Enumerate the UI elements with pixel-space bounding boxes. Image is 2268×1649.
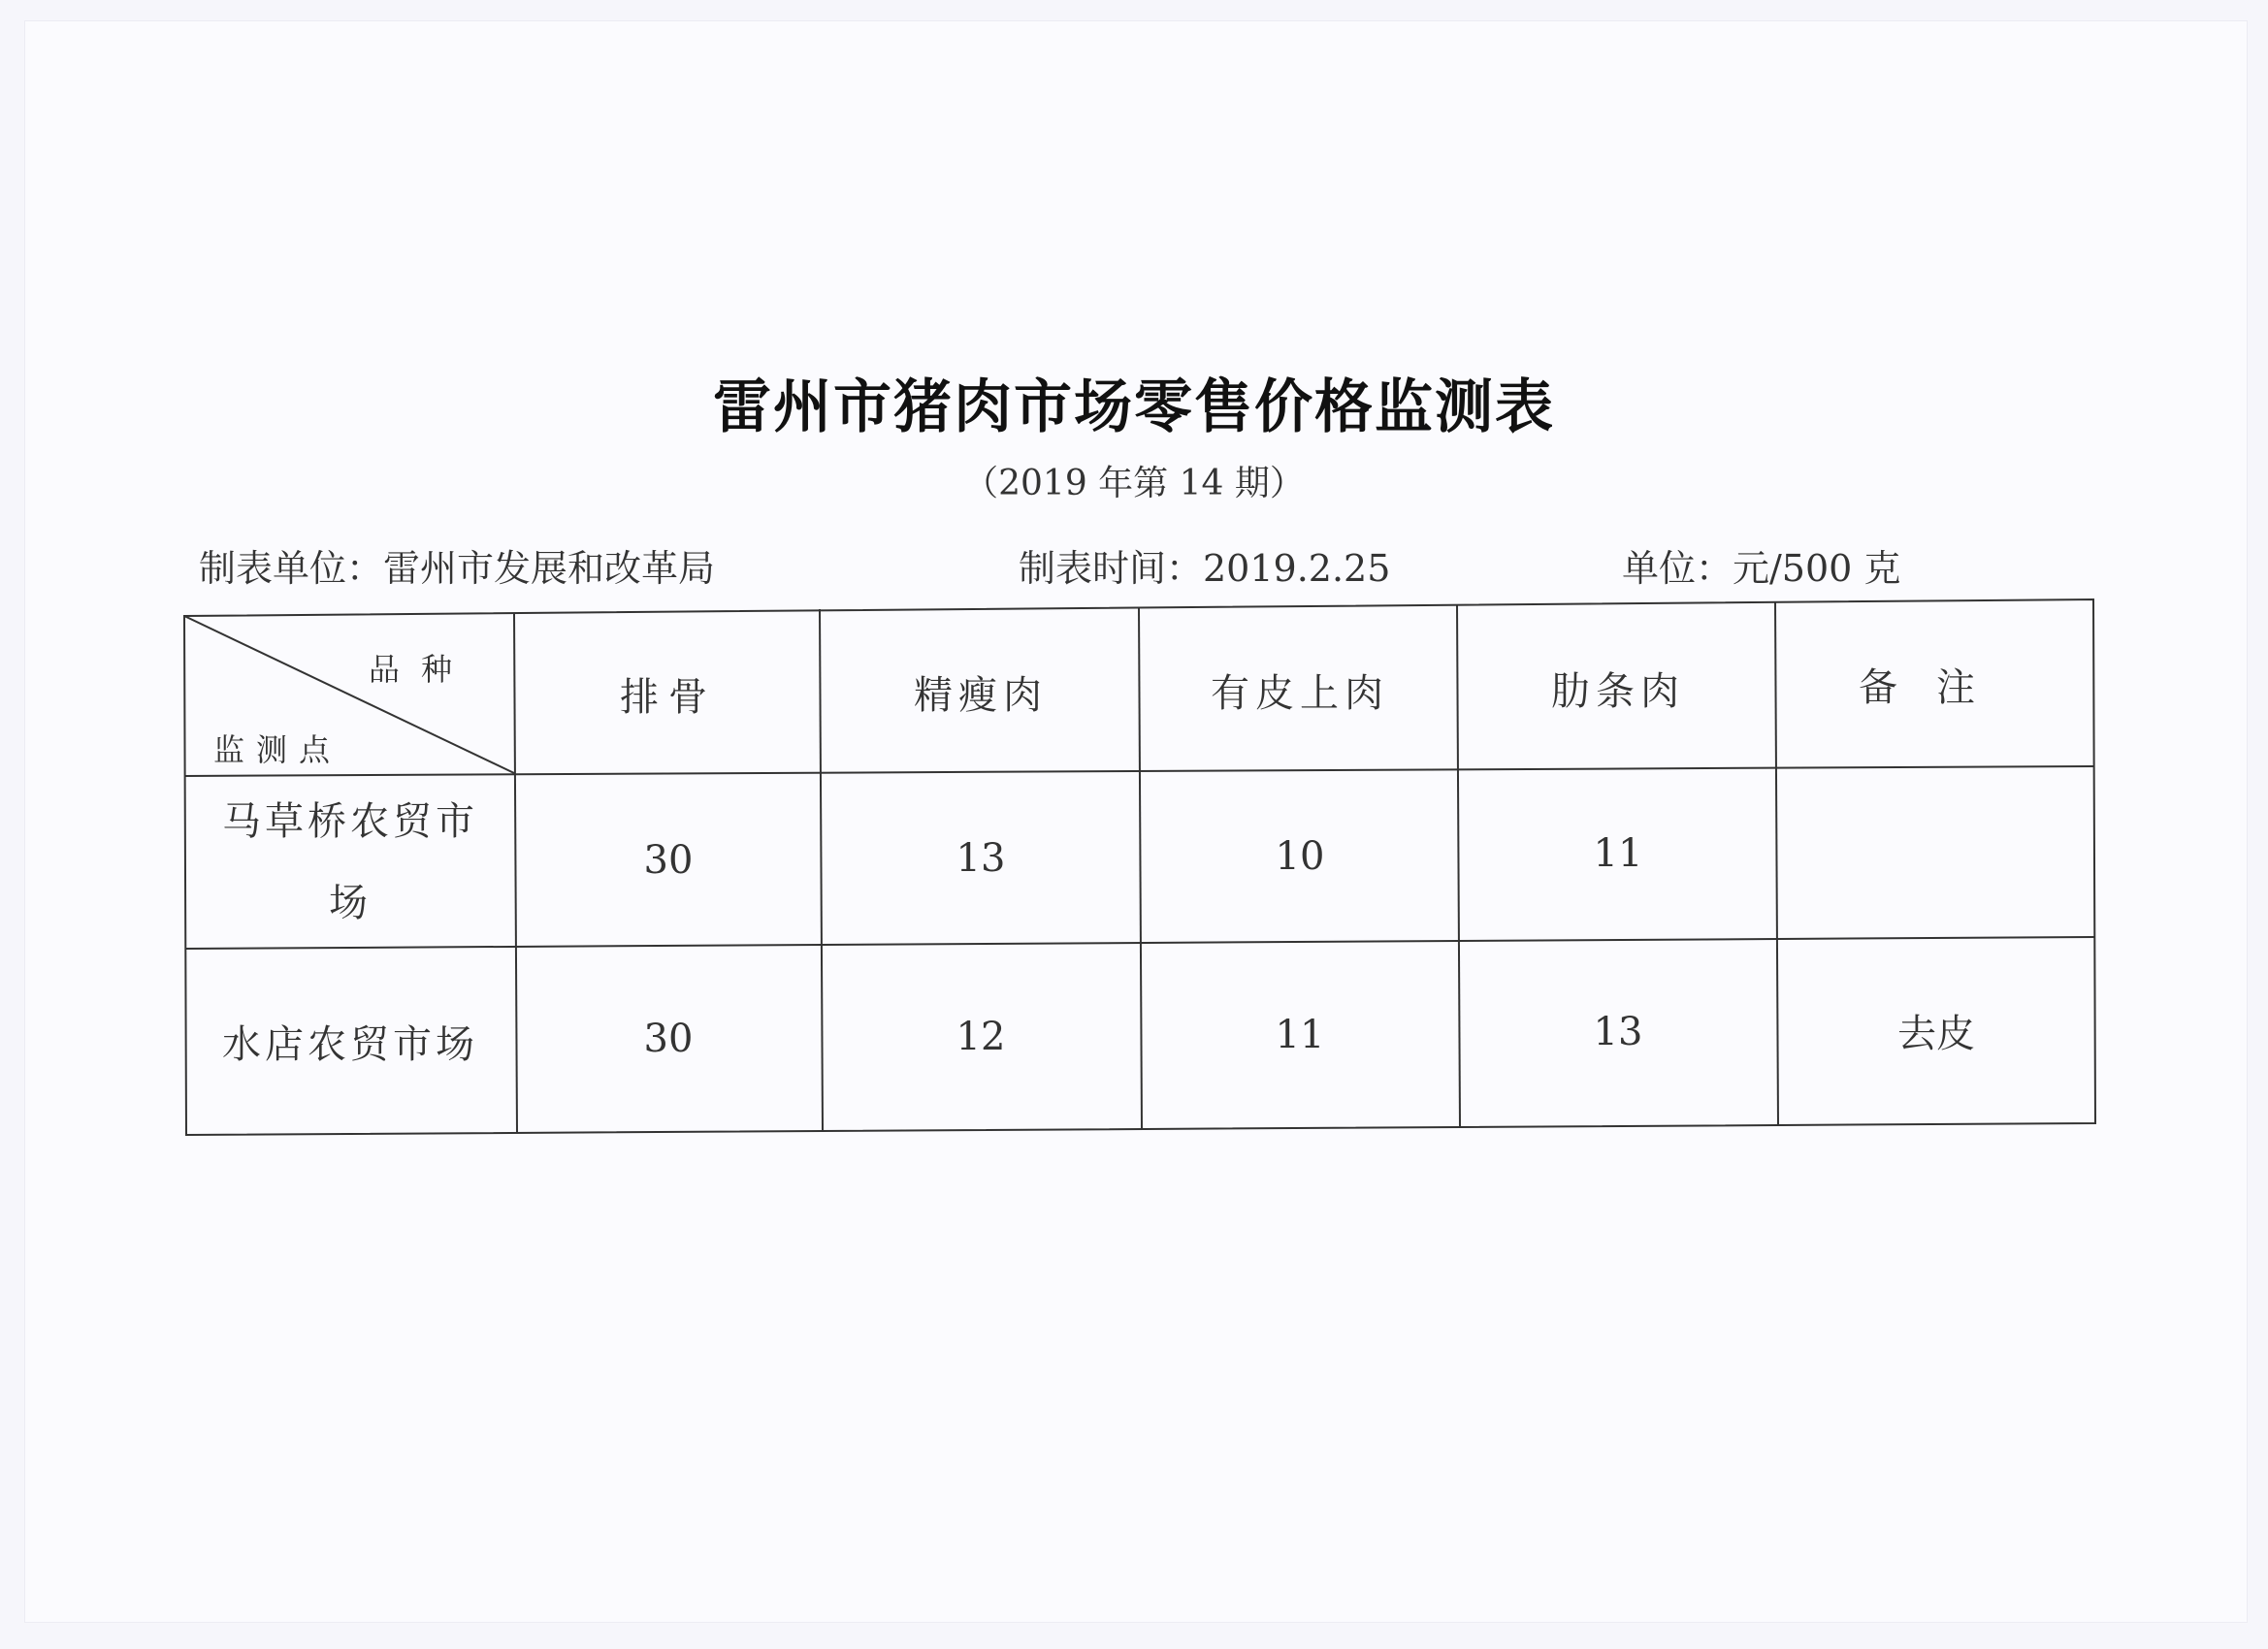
corner-label-variety: 品种 xyxy=(369,651,474,688)
row1-paigu: 30 xyxy=(643,838,694,883)
header-youpishangrou: 有皮上肉 xyxy=(1211,670,1389,716)
prepared-time: 制表时间：2019.2.25 xyxy=(1019,547,1391,590)
row1-youpishangrou: 10 xyxy=(1275,834,1325,879)
document-title: 雷州市猪肉市场零售价格监测表 xyxy=(713,373,1555,441)
row1-jingshourou: 13 xyxy=(956,836,1006,881)
prepared-by: 制表单位：雷州市发展和改革局 xyxy=(199,547,716,590)
price-unit: 单位：元/500 克 xyxy=(1622,547,1901,590)
header-jingshourou: 精瘦肉 xyxy=(914,672,1048,718)
row2-jingshourou: 12 xyxy=(956,1015,1006,1059)
document-issue: （2019 年第 14 期） xyxy=(963,464,1305,503)
row2-site: 水店农贸市场 xyxy=(222,1021,478,1067)
row2-remarks: 去皮 xyxy=(1897,1011,1975,1056)
row1-site-line1: 马草桥农贸市 xyxy=(222,799,478,844)
row1-remarks xyxy=(1777,766,2095,937)
row2-youpishangrou: 11 xyxy=(1275,1013,1325,1057)
row1-site-line2: 场 xyxy=(329,881,372,925)
row1-leitiaorou: 11 xyxy=(1593,831,1643,876)
header-paigu: 排骨 xyxy=(620,674,717,720)
row1-site xyxy=(186,776,514,949)
row2-paigu: 30 xyxy=(643,1017,694,1061)
row2-leitiaorou: 13 xyxy=(1593,1010,1643,1054)
corner-label-site: 监测点 xyxy=(213,731,342,768)
header-remarks: 备注 xyxy=(1859,664,2014,710)
header-leitiaorou: 肋条肉 xyxy=(1551,668,1685,714)
